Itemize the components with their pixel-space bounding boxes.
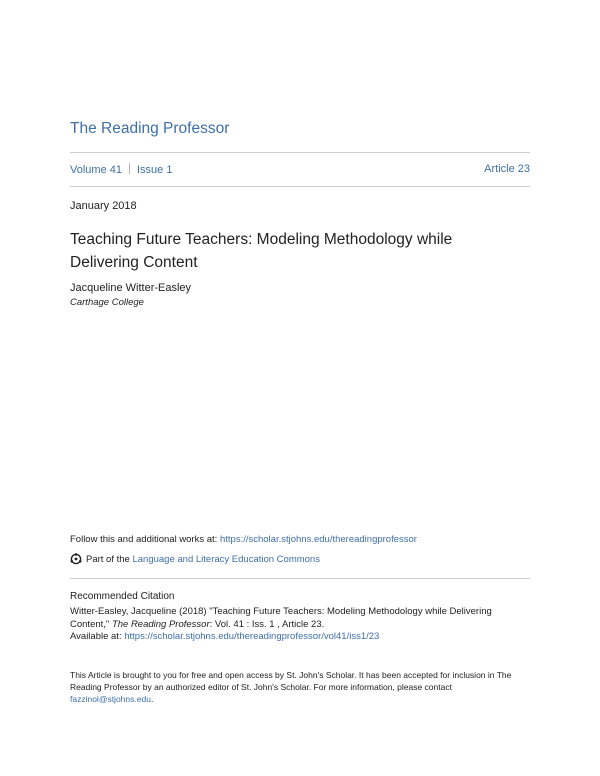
part-of-prefix: Part of the	[86, 553, 130, 565]
citation-line-1: Witter-Easley, Jacqueline (2018) "Teaching Future Teachers: Modeling Methodology while Delivering	[70, 606, 492, 617]
issue-link[interactable]: Issue 1	[136, 164, 173, 176]
commons-link[interactable]: Language and Literacy Education Commons	[132, 553, 320, 565]
issue-bar	[70, 163, 530, 176]
volume-link[interactable]: Volume 41	[70, 164, 122, 176]
access-note-line-1: This Article is brought to you for free and open access by St. John's Scholar. It has been accepted for inclusion in The	[70, 670, 512, 680]
citation-body	[70, 606, 530, 644]
citation-line-2-prefix: Content,"	[70, 618, 112, 630]
article-title	[70, 228, 500, 274]
author-name: Jacqueline Witter-Easley	[70, 282, 192, 294]
email-suffix: .	[150, 694, 154, 704]
contact-email-link[interactable]: fazzinol@stjohns.edu	[70, 694, 151, 704]
access-note	[70, 669, 530, 705]
follow-url-link[interactable]: https://scholar.stjohns.edu/thereadingprofessor	[219, 534, 417, 545]
article-title-line-2: Delivering Content	[70, 254, 198, 271]
follow-line	[70, 534, 417, 545]
author-affiliation: Carthage College	[70, 297, 144, 308]
access-note-line-2: Reading Professor by an authorized editor of St. John's Scholar. For more information, please contact	[70, 682, 452, 692]
citation-url-link[interactable]: https://scholar.stjohns.edu/thereadingprofessor/vol41/iss1/23	[124, 631, 380, 642]
article-title-line-1: Teaching Future Teachers: Modeling Methodology while	[70, 231, 453, 248]
citation-journal-name: The Reading Professor	[111, 618, 210, 630]
issue-separator	[129, 163, 130, 174]
divider-middle	[70, 186, 530, 187]
citation-available-prefix: Available at:	[70, 631, 125, 642]
journal-title-link[interactable]: The Reading Professor	[70, 120, 230, 137]
follow-text: Follow this and additional works at:	[70, 534, 220, 545]
recommended-citation-heading: Recommended Citation	[70, 591, 175, 602]
divider-top	[70, 152, 530, 153]
network-commons-icon	[70, 553, 82, 565]
article-number-link[interactable]: Article 23	[484, 163, 530, 175]
cover-page	[70, 0, 530, 776]
divider-bottom	[70, 578, 530, 579]
publication-date: January 2018	[70, 200, 137, 212]
part-of-line	[70, 553, 320, 565]
citation-line-2-suffix: : Vol. 41 : Iss. 1 , Article 23.	[209, 618, 325, 630]
